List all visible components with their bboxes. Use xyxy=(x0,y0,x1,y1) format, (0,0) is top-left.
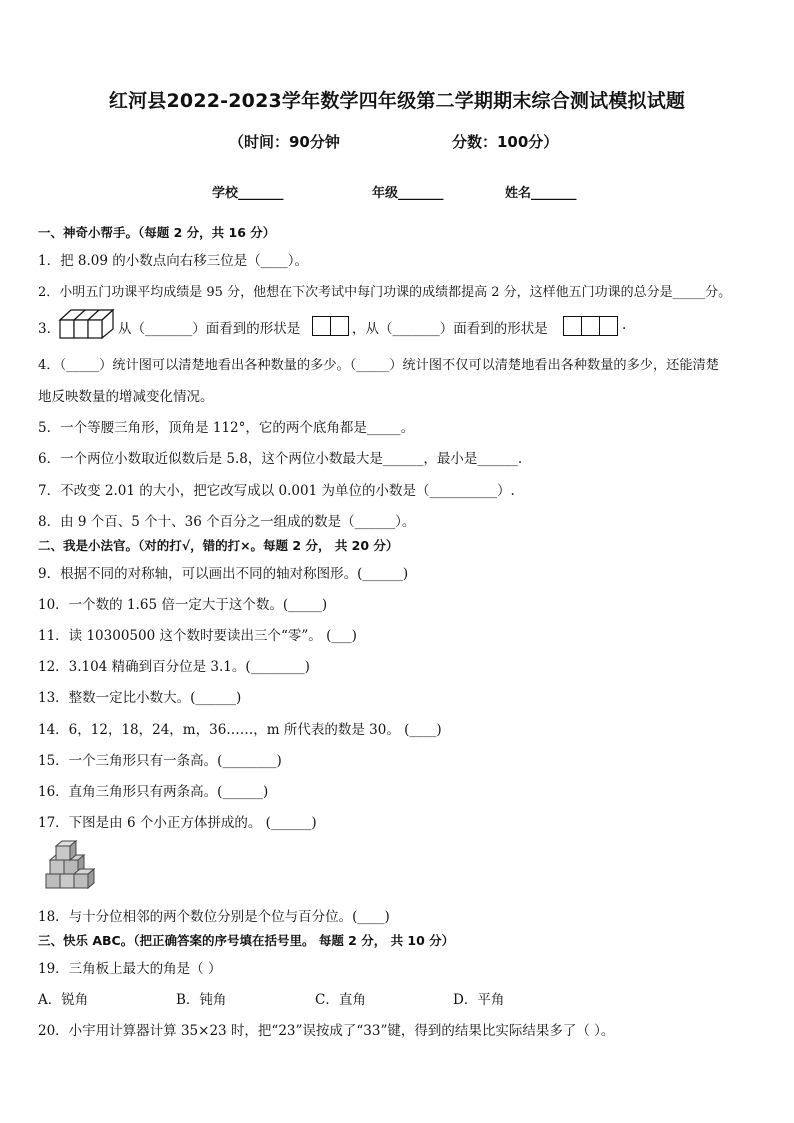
three-square-view-icon xyxy=(563,316,618,336)
question-20: 20．小宇用计算器计算 35×23 时，把“23”误按成了“33”键，得到的结果比实际结果多了（ ）。 xyxy=(38,1023,615,1039)
time-info: （时间：90分钟 xyxy=(229,133,340,151)
question-14: 14．6，12，18，24，m，36……，m 所代表的数是 30。 (____) xyxy=(38,722,442,738)
question-19: 19．三角板上最大的角是（ ） xyxy=(38,961,222,977)
section-1-heading: 一、神奇小帮手。（每题 2 分，共 16 分） xyxy=(38,225,276,240)
question-19-option-d: D．平角 xyxy=(453,992,505,1008)
school-field: 学校_______ xyxy=(212,186,284,201)
question-1: 1．把 8.09 的小数点向右移三位是（____）。 xyxy=(38,253,308,269)
question-19-option-c: C．直角 xyxy=(315,992,366,1008)
question-19-option-a: A．锐角 xyxy=(38,992,89,1008)
name-field: 姓名_______ xyxy=(505,186,577,201)
exam-title: 红河县2022-2023学年数学四年级第二学期期末综合测试模拟试题 xyxy=(108,90,686,112)
question-6: 6．一个两位小数取近似数后是 5.8，这个两位小数最大是______，最小是______. xyxy=(38,451,523,467)
question-4-line-2: 地反映数量的增减变化情况。 xyxy=(38,389,214,405)
question-19-option-b: B．钝角 xyxy=(176,992,227,1008)
question-17: 17．下图是由 6 个小正方体拼成的。 (______) xyxy=(38,815,317,831)
question-8: 8．由 9 个百、5 个十、36 个百分之一组成的数是（______）。 xyxy=(38,514,416,530)
grade-field: 年级_______ xyxy=(372,186,444,201)
question-2: 2．小明五门功课平均成绩是 95 分，他想在下次考试中每门功课的成绩都提高 2 分，这样他五门功课的总分是_____分。 xyxy=(38,285,732,300)
section-3-heading: 三、快乐 ABC。（把正确答案的序号填在括号里。 每题 2 分， 共 10 分） xyxy=(38,933,455,948)
question-3-text-2: ，从（_______）面看到的形状是 xyxy=(352,321,548,337)
question-13: 13．整数一定比小数大。(______) xyxy=(38,690,242,706)
question-7: 7．不改变 2.01 的大小，把它改写成以 0.001 为单位的小数是（__________）. xyxy=(38,483,515,499)
stacked-cubes-icon xyxy=(42,838,98,894)
cube-figure-icon xyxy=(58,307,118,339)
question-16: 16．直角三角形只有两条高。(______) xyxy=(38,784,269,800)
question-4-line-1: 4．（_____）统计图可以清楚地看出各种数量的多少。（_____）统计图不仅可以清楚地看出各种数量的多少，还能清楚 xyxy=(38,358,719,373)
question-10: 10．一个数的 1.65 倍一定大于这个数。(_____) xyxy=(38,597,328,613)
question-3-text-1: 从（_______）面看到的形状是 xyxy=(118,321,301,337)
question-12: 12．3.104 精确到百分位是 3.1。(________) xyxy=(38,659,310,675)
question-5: 5．一个等腰三角形，顶角是 112°，它的两个底角都是_____。 xyxy=(38,420,415,436)
question-9: 9．根据不同的对称轴，可以画出不同的轴对称图形。(______) xyxy=(38,566,409,582)
question-11: 11．读 10300500 这个数时要读出三个“零”。 (___) xyxy=(38,628,357,644)
question-18: 18．与十分位相邻的两个数位分别是个位与百分位。(____) xyxy=(38,909,390,925)
question-3-end: . xyxy=(622,317,627,333)
two-square-view-icon xyxy=(312,316,349,336)
question-3-number: 3． xyxy=(38,321,61,337)
section-2-heading: 二、我是小法官。（对的打√，错的打×。每题 2 分， 共 20 分） xyxy=(38,538,399,553)
score-info: 分数：100分） xyxy=(452,133,559,151)
question-15: 15．一个三角形只有一条高。(________) xyxy=(38,753,282,769)
